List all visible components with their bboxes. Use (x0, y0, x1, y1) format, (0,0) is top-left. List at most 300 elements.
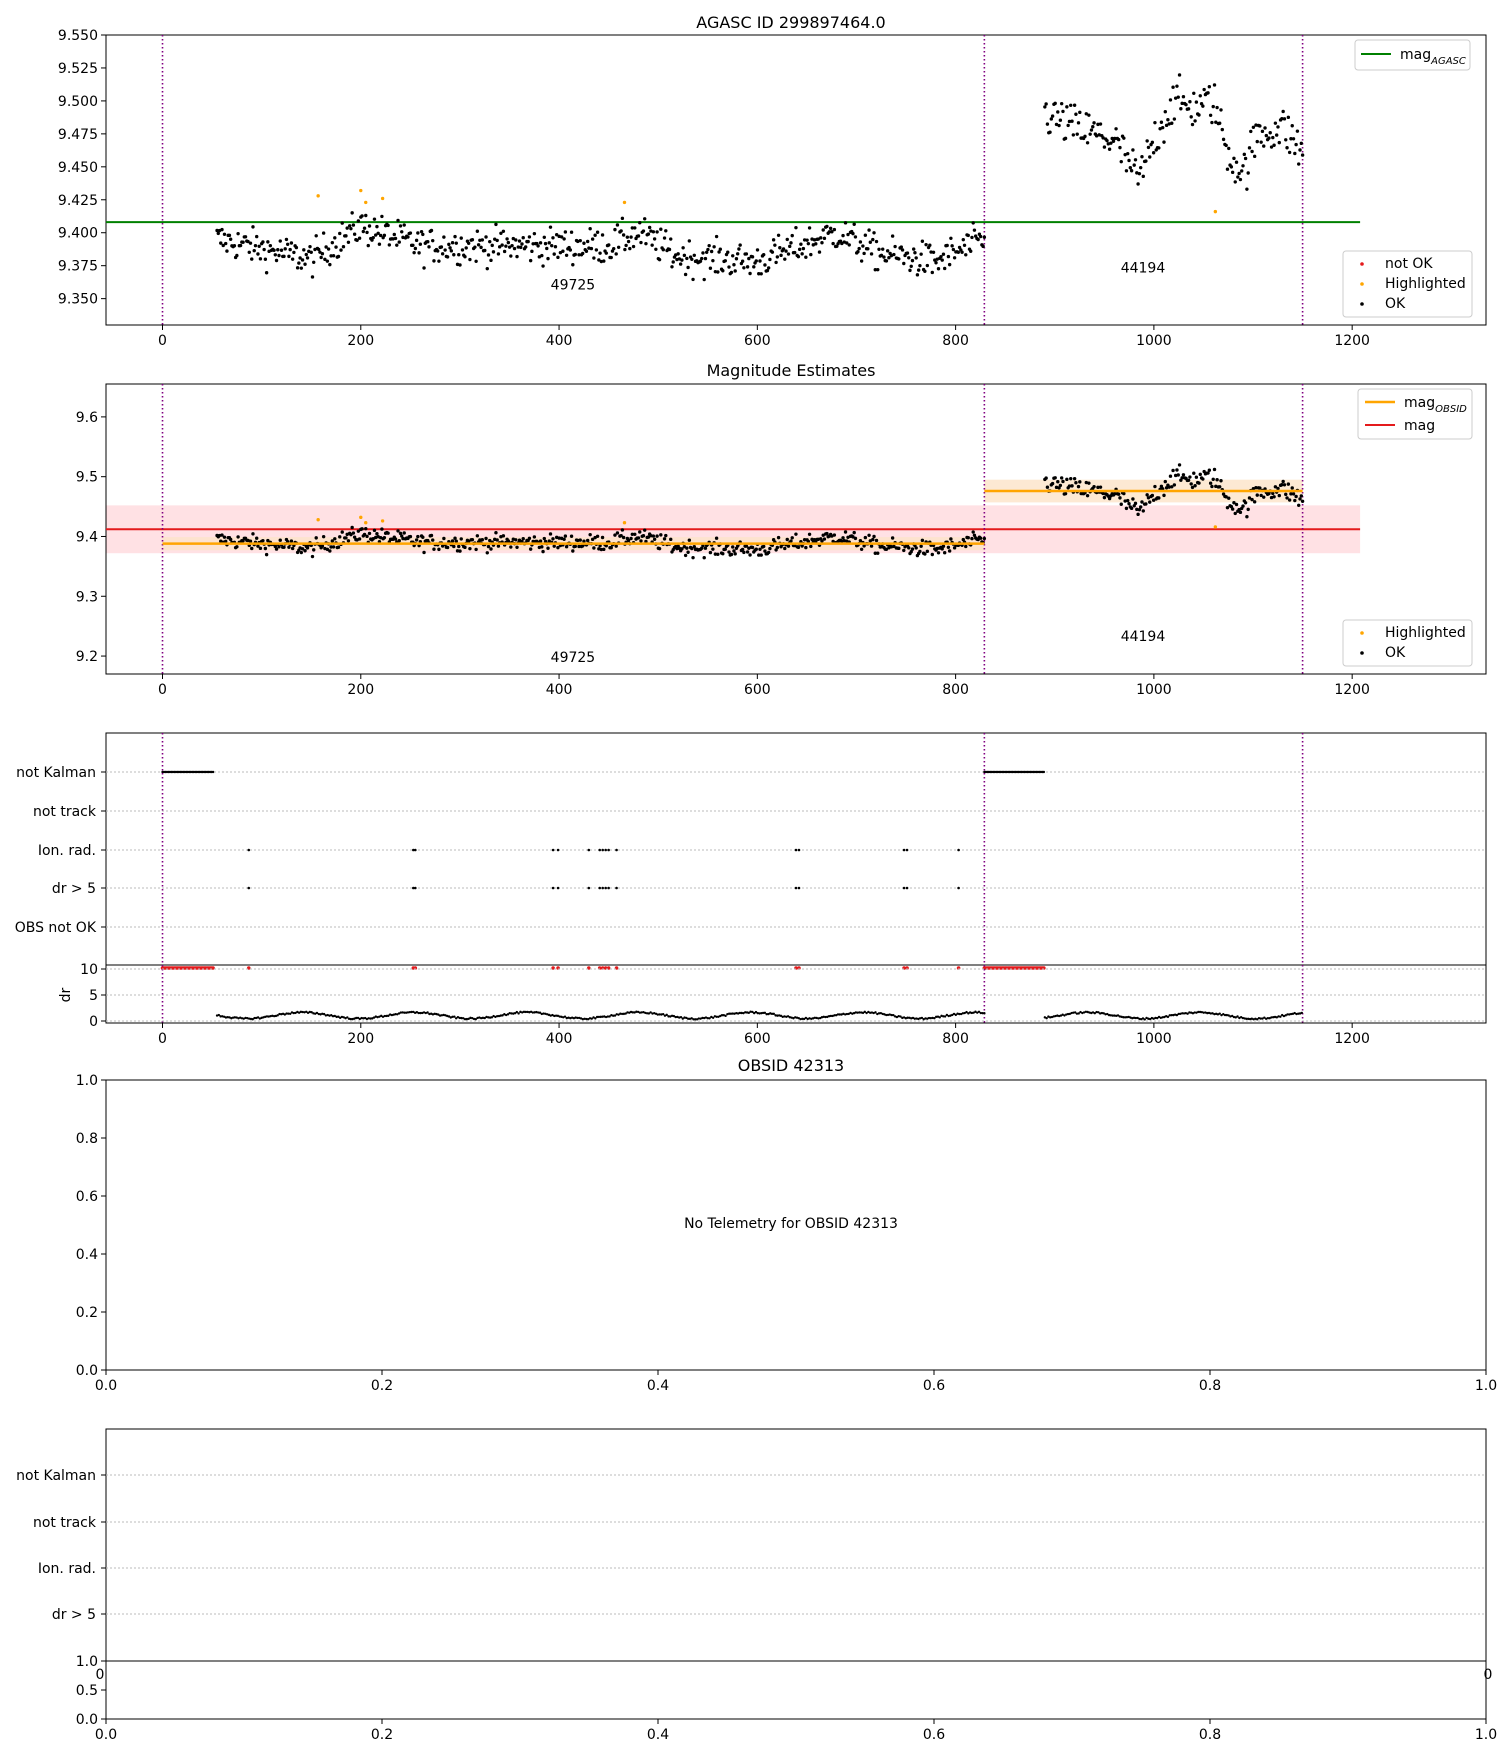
p2-ok-point (871, 538, 874, 541)
p1-ok-point (505, 237, 508, 240)
p2-ok-point (300, 551, 303, 554)
p2-ok-point (1281, 480, 1284, 483)
p1-ok-point (305, 253, 308, 256)
p2-ok-point (1212, 478, 1215, 481)
panel5-frame (106, 1429, 1486, 1719)
ion-rad-point (598, 849, 601, 852)
p2-ok-point (333, 537, 336, 540)
p1-ok-point (612, 247, 615, 250)
p2-ok-point (797, 546, 800, 549)
p1-ok-point (860, 259, 863, 262)
p1-ok-point (581, 252, 584, 255)
p2-ok-point (416, 535, 419, 538)
p1-ok-point (906, 251, 909, 254)
p1-ok-point (440, 245, 443, 248)
ion-rad-point (615, 849, 618, 852)
p2-ok-point (967, 536, 970, 539)
p1-ok-point (964, 253, 967, 256)
p2-ok-point (546, 547, 549, 550)
p1-ok-point (822, 228, 825, 231)
p1-ok-point (419, 243, 422, 246)
p1-ok-point (553, 252, 556, 255)
p1-ok-point (337, 255, 340, 258)
p2-ok-point (364, 527, 367, 530)
p1-ok-point (1134, 158, 1137, 161)
p2-ok-point (711, 547, 714, 550)
p1-ok-point (1126, 152, 1129, 155)
p2-obs-label-0: 49725 (550, 650, 596, 667)
p1-ok-point (715, 235, 718, 238)
dr-point (724, 1015, 726, 1017)
magnitude-estimates-panel (76, 384, 1486, 698)
p2-ok-point (1244, 501, 1247, 504)
p1-ok-point (876, 268, 879, 271)
p2-ok-point (514, 538, 517, 541)
p1-ok-point (746, 265, 749, 268)
p2-ok-point (741, 548, 744, 551)
p1-ok-point (663, 236, 666, 239)
p1-ok-point (1065, 105, 1068, 108)
p1-ok-point (706, 248, 709, 251)
p1-ok-point (1278, 141, 1281, 144)
p1-ytick-label-8: 9.550 (57, 28, 98, 44)
p1-xtick-label-0: 0 (158, 333, 167, 349)
p1-ok-point (533, 232, 536, 235)
p1-ok-point (949, 237, 952, 240)
p1-ok-point (642, 229, 645, 232)
p1-ok-point (819, 236, 822, 239)
p1-ok-point (1148, 155, 1151, 158)
p1-ok-point (639, 241, 642, 244)
p2-highlighted-point (623, 521, 626, 524)
p2-ok-point (1069, 477, 1072, 480)
p2-ok-point (614, 544, 617, 547)
ion-rad-point (552, 849, 555, 852)
p2-ok-point (808, 533, 811, 536)
p2-ok-point (437, 548, 440, 551)
p2-highlighted-point (359, 516, 362, 519)
p2-ok-point (1199, 473, 1202, 476)
p1-ok-point (565, 254, 568, 257)
p1-ok-point (398, 240, 401, 243)
flag-label-1: not track (32, 804, 96, 820)
p2-ok-point (279, 539, 282, 542)
p2-obs-label-1: 44194 (1120, 629, 1166, 646)
p1-ok-point (943, 267, 946, 270)
p1-ok-point (477, 243, 480, 246)
p1-ok-point (841, 234, 844, 237)
p1-ok-point (851, 232, 854, 235)
p5-edge-tick-left: 0 (95, 1667, 105, 1683)
p1-ok-point (833, 228, 836, 231)
p1-ok-point (1120, 160, 1123, 163)
p1-ok-point (691, 278, 694, 281)
p1-ok-point (1053, 102, 1056, 105)
p1-ok-point (1157, 146, 1160, 149)
p1-ok-point (352, 223, 355, 226)
ion-rad-point (903, 849, 906, 852)
title-agasc: AGASC ID 299897464.0 (696, 13, 886, 32)
p2-ok-point (1241, 504, 1244, 507)
p1-ok-point (644, 242, 647, 245)
p2-ok-point (1118, 496, 1121, 499)
p1-ok-point (844, 221, 847, 224)
p1-ok-point (561, 250, 564, 253)
title-magnitude-estimates: Magnitude Estimates (706, 361, 876, 380)
p1-ok-point (967, 234, 970, 237)
p1-ok-point (818, 250, 821, 253)
p1-ok-point (1218, 122, 1221, 125)
p1-ok-point (295, 246, 298, 249)
p1-ok-point (339, 248, 342, 251)
p1-ok-point (1190, 115, 1193, 118)
p1-ok-point (1147, 146, 1150, 149)
p2-ok-point (360, 527, 363, 530)
p1-ok-point (488, 240, 491, 243)
p1-ok-point (1219, 108, 1222, 111)
p2-ok-point (487, 545, 490, 548)
p2-ok-point (1086, 494, 1089, 497)
p2-ok-point (1197, 481, 1200, 484)
p1-ok-point (693, 254, 696, 257)
p1-ok-point (1249, 130, 1252, 133)
p1-ok-point (430, 229, 433, 232)
p1-ok-point (853, 223, 856, 226)
p1-ok-point (1175, 84, 1178, 87)
p2-ok-point (709, 551, 712, 554)
ion-rad-point (604, 849, 607, 852)
p2-ok-point (1301, 500, 1304, 503)
p2-ok-point (394, 537, 397, 540)
p2-ok-point (380, 527, 383, 530)
p2-ok-point (1209, 482, 1212, 485)
flag-label-2: Ion. rad. (37, 843, 96, 859)
p1-ok-point (1230, 165, 1233, 168)
p1-ok-point (768, 258, 771, 261)
p2-ok-point (964, 545, 967, 548)
p1-ok-point (1069, 104, 1072, 107)
dr5-point (957, 887, 960, 890)
p1-ok-point (504, 244, 507, 247)
p1-ok-point (751, 255, 754, 258)
legend2-ok-label: OK (1385, 645, 1406, 661)
p2-ok-point (261, 539, 264, 542)
p1-ok-point (1300, 142, 1303, 145)
p2-ok-point (1046, 486, 1049, 489)
p1-ok-point (349, 227, 352, 230)
p2-ok-point (860, 548, 863, 551)
p5-small-ytick-label-1: 0.5 (75, 1683, 98, 1699)
p3-xtick-label-2: 400 (545, 1031, 573, 1047)
p1-ok-point (807, 242, 810, 245)
p2-ok-point (1218, 485, 1221, 488)
p1-ok-point (947, 255, 950, 258)
p2-ok-point (1256, 493, 1259, 496)
flag-label-3: dr > 5 (51, 881, 96, 897)
p1-ok-point (738, 243, 741, 246)
p2-ok-point (1061, 480, 1064, 483)
not-kalman-point (1043, 771, 1045, 773)
p1-ytick-label-5: 9.475 (57, 126, 98, 143)
p1-ok-point (1283, 117, 1286, 120)
p1-ok-point (328, 263, 331, 266)
p1-ok-point (637, 234, 640, 237)
p2-xtick-label-5: 1000 (1136, 682, 1172, 698)
p1-ok-point (1092, 121, 1095, 124)
p1-ok-point (854, 235, 857, 238)
p1-ok-point (809, 253, 812, 256)
p1-ok-point (939, 255, 942, 258)
p2-ok-point (489, 547, 492, 550)
ion-rad-point (795, 849, 798, 852)
p2-ok-point (642, 534, 645, 537)
p1-ok-point (633, 226, 636, 229)
p2-ok-point (1287, 482, 1290, 485)
p1-ok-point (621, 217, 624, 220)
p5-edge-tick-right: 0 (1483, 1667, 1493, 1683)
p2-ok-point (460, 537, 463, 540)
p2-ok-point (1276, 487, 1279, 490)
p1-ok-point (224, 242, 227, 245)
p1-ok-point (426, 240, 429, 243)
p1-ok-point (602, 259, 605, 262)
p1-ok-point (461, 248, 464, 251)
legend2-ok-marker (1360, 651, 1364, 655)
p2-ok-point (463, 546, 466, 549)
p2-ok-point (290, 539, 293, 542)
dr5-point (795, 887, 798, 890)
p1-ok-point (1087, 113, 1090, 116)
p2-ok-point (373, 529, 376, 532)
p2-ok-point (601, 536, 604, 539)
p1-ok-point (683, 254, 686, 257)
p2-ok-point (1120, 503, 1123, 506)
p1-ok-point (513, 247, 516, 250)
p2-ok-point (422, 551, 425, 554)
p2-ok-point (287, 546, 290, 549)
p2-ok-point (468, 547, 471, 550)
p2-ok-point (823, 537, 826, 540)
p2-ok-point (602, 548, 605, 551)
p1-ok-point (653, 237, 656, 240)
p2-ok-point (549, 532, 552, 535)
p1-ok-point (731, 254, 734, 257)
p2-ok-point (703, 556, 706, 559)
p1-ok-point (709, 267, 712, 270)
p1-ok-point (285, 238, 288, 241)
p2-ok-point (515, 546, 518, 549)
p1-ok-point (388, 243, 391, 246)
dr-ytick-label-1: 5 (89, 988, 98, 1004)
p1-ok-point (319, 256, 322, 259)
p1-ok-point (571, 263, 574, 266)
p1-ok-point (251, 225, 254, 228)
p1-ok-point (1166, 118, 1169, 121)
p1-ok-point (1088, 132, 1091, 135)
p1-ok-point (437, 259, 440, 262)
p1-ok-point (403, 223, 406, 226)
p1-ok-point (400, 230, 403, 233)
p1-ok-point (1160, 121, 1163, 124)
legend2-highlighted-marker (1360, 631, 1364, 635)
p1-ok-point (1139, 166, 1142, 169)
p1-ok-point (1161, 126, 1164, 129)
p1-ok-point (1197, 113, 1200, 116)
p1-ok-point (1269, 131, 1272, 134)
ion-rad-point (247, 849, 250, 852)
p1-ok-point (648, 226, 651, 229)
p2-ok-point (664, 534, 667, 537)
p2-ok-point (1190, 482, 1193, 485)
p1-ok-point (1276, 125, 1279, 128)
p2-ok-point (236, 535, 239, 538)
p2-ok-point (1126, 499, 1129, 502)
p1-ytick-label-4: 9.450 (57, 159, 98, 176)
p1-ok-point (446, 255, 449, 258)
p4-ytick-label-4: 0.8 (75, 1131, 98, 1147)
p2-ok-point (853, 531, 856, 534)
p2-ok-point (1219, 479, 1222, 482)
p3-xtick-label-1: 200 (347, 1031, 375, 1047)
p1-ok-point (417, 251, 420, 254)
p2-ok-point (1171, 469, 1174, 472)
p2-ok-point (844, 530, 847, 533)
p2-ok-point (748, 553, 751, 556)
p1-ok-point (590, 247, 593, 250)
p1-ok-point (342, 245, 345, 248)
p1-ok-point (1267, 136, 1270, 139)
p2-ok-point (528, 537, 531, 540)
p1-ytick-label-3: 9.425 (57, 192, 98, 209)
p3-xtick-label-3: 600 (743, 1031, 771, 1047)
p2-ok-point (328, 549, 331, 552)
p1-ok-point (1239, 178, 1242, 181)
p2-ok-point (1131, 497, 1134, 500)
p1-ok-point (972, 221, 975, 224)
p1-ok-point (1177, 95, 1180, 98)
p1-ok-point (269, 244, 272, 247)
p1-ok-point (596, 231, 599, 234)
p1-ok-point (1118, 146, 1121, 149)
p1-ok-point (957, 251, 960, 254)
p1-ok-point (601, 233, 604, 236)
p1-ok-point (286, 243, 289, 246)
p1-ok-point (543, 236, 546, 239)
p1-ok-point (650, 243, 653, 246)
p2-ok-point (876, 552, 879, 555)
p1-ok-point (1201, 104, 1204, 107)
p2-ok-point (918, 550, 921, 553)
p1-ok-point (458, 263, 461, 266)
p1-ok-point (789, 241, 792, 244)
p2-ok-point (1272, 495, 1275, 498)
p1-ok-point (310, 251, 313, 254)
p2-ok-point (1125, 507, 1128, 510)
p2-ok-point (1051, 482, 1054, 485)
p1-ok-point (502, 230, 505, 233)
p1-ok-point (292, 251, 295, 254)
p2-ok-point (265, 553, 268, 556)
p4-ytick-label-1: 0.2 (75, 1305, 98, 1321)
p1-ok-point (799, 243, 802, 246)
p1-ok-point (902, 262, 905, 265)
p1-ok-point (607, 243, 610, 246)
p2-ok-point (643, 528, 646, 531)
p4-xtick-label-4: 0.8 (1198, 1378, 1222, 1394)
p1-ok-point (1256, 140, 1259, 143)
p1-ok-point (386, 224, 389, 227)
p2-ok-point (235, 545, 238, 548)
p2-ok-point (633, 533, 636, 536)
p1-ok-point (703, 278, 706, 281)
p1-ok-point (672, 260, 675, 263)
p2-ok-point (777, 536, 780, 539)
p1-ok-point (1245, 187, 1248, 190)
p2-ok-point (1157, 496, 1160, 499)
p1-ok-point (372, 236, 375, 239)
p2-xtick-label-1: 200 (347, 682, 375, 698)
p5-xtick-label-5: 1.0 (1474, 1727, 1498, 1743)
dr5-point (598, 887, 601, 890)
p2-ok-point (655, 534, 658, 537)
p2-ok-point (341, 530, 344, 533)
p1-ok-point (701, 251, 704, 254)
p2-xtick-label-2: 400 (545, 682, 573, 698)
p1-ok-point (1056, 110, 1059, 113)
p3-xtick-label-4: 800 (942, 1031, 969, 1047)
p1-ok-point (1235, 161, 1238, 164)
p2-ok-point (446, 546, 449, 549)
p1-ok-point (1151, 141, 1154, 144)
p1-ok-point (554, 245, 557, 248)
p1-ok-point (690, 258, 693, 261)
p2-ok-point (1250, 498, 1253, 501)
panel1-frame (106, 35, 1486, 325)
p1-ok-point (1244, 157, 1247, 160)
p1-ok-point (1048, 131, 1051, 134)
p1-ok-point (1293, 152, 1296, 155)
p2-ok-point (1151, 494, 1154, 497)
p2-ok-point (522, 537, 525, 540)
p1-ok-point (711, 259, 714, 262)
p1-highlighted-point (381, 197, 384, 200)
p1-ok-point (960, 251, 963, 254)
p1-ok-point (771, 250, 774, 253)
p1-ok-point (399, 224, 402, 227)
p1-ok-point (928, 244, 931, 247)
p5-xtick-label-2: 0.4 (646, 1727, 670, 1743)
p1-xtick-label-2: 400 (545, 333, 573, 349)
p1-ytick-label-1: 9.375 (57, 258, 98, 275)
p2-ok-point (1239, 511, 1242, 514)
p1-ok-point (1108, 148, 1111, 151)
p1-ok-point (1122, 136, 1125, 139)
p1-ok-point (443, 248, 446, 251)
p1-ytick-label-0: 9.350 (57, 291, 98, 308)
p5-flag-label-1: not track (32, 1515, 96, 1531)
p1-ok-point (605, 251, 608, 254)
p1-ok-point (223, 233, 226, 236)
p1-ok-point (367, 244, 370, 247)
p2-ok-point (1227, 497, 1230, 500)
p1-ok-point (963, 244, 966, 247)
p1-ok-point (526, 240, 529, 243)
p2-ok-point (255, 537, 258, 540)
p2-ok-point (942, 545, 945, 548)
p2-xtick-label-6: 1200 (1334, 682, 1370, 698)
p1-ok-point (918, 264, 921, 267)
p2-ok-point (659, 533, 662, 536)
